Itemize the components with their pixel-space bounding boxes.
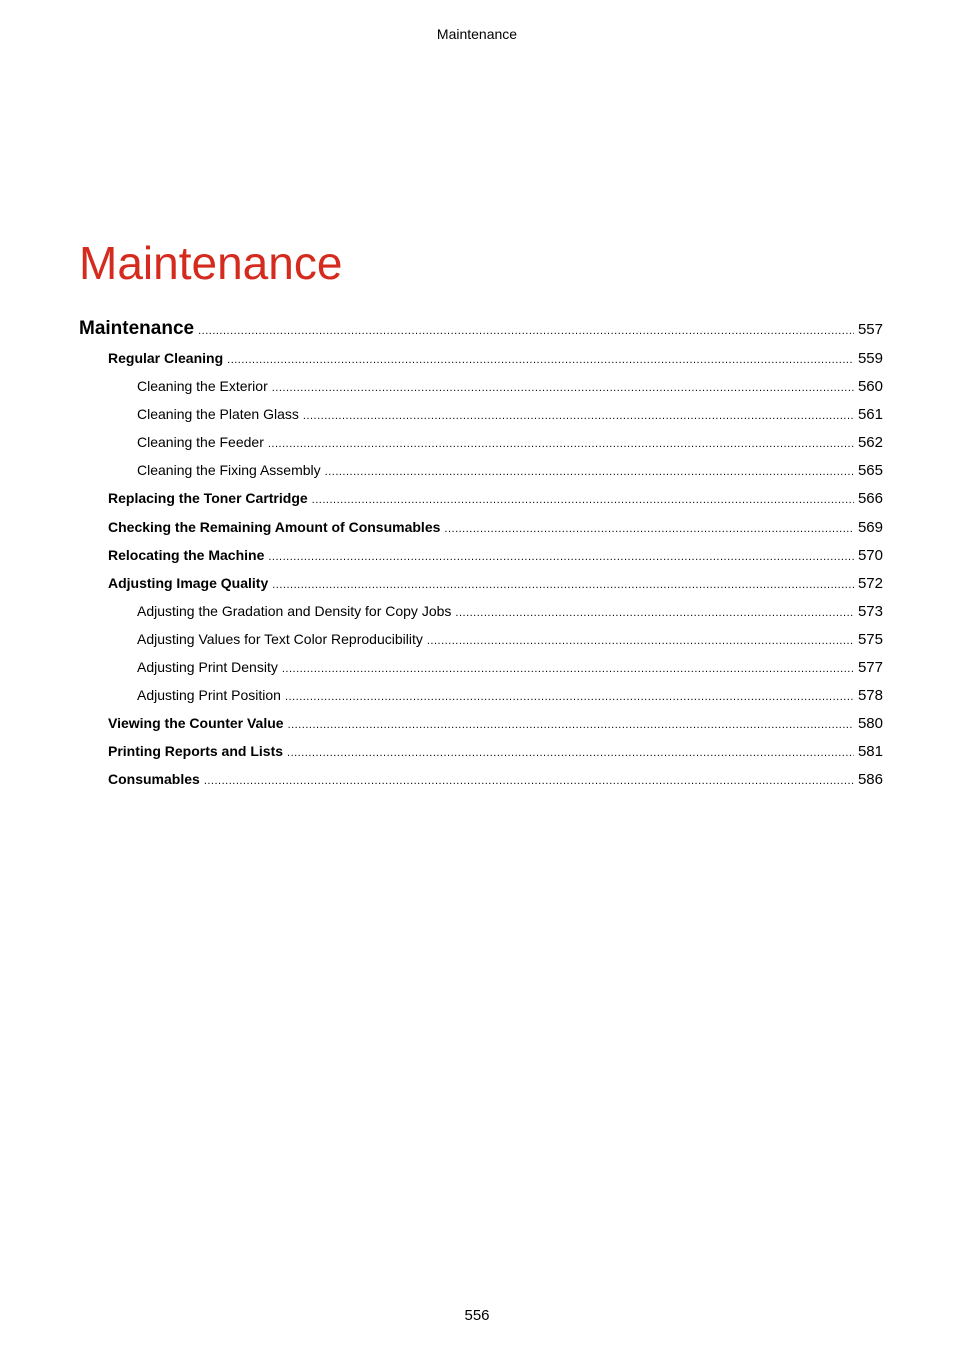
toc-dot-leader xyxy=(198,325,854,337)
toc-entry-label: Consumables xyxy=(108,771,200,787)
toc-entry-page: 560 xyxy=(857,378,883,395)
toc-dot-leader xyxy=(303,410,854,422)
toc-dot-leader xyxy=(285,691,854,703)
toc-entry-adjusting-text-color[interactable] xyxy=(0,631,883,657)
toc-dot-leader xyxy=(325,466,854,478)
toc-entry-cleaning-feeder[interactable] xyxy=(0,434,883,460)
toc-entry-page: 561 xyxy=(857,406,883,423)
page-number: 556 xyxy=(464,1307,490,1324)
toc-dot-leader xyxy=(455,607,854,619)
toc-entry-adjusting-gradation[interactable] xyxy=(0,603,883,629)
toc-entry-page: 566 xyxy=(857,490,883,507)
toc-dot-leader xyxy=(312,494,854,506)
toc-entry-maintenance[interactable] xyxy=(0,318,883,344)
toc-dot-leader xyxy=(272,382,854,394)
toc-entry-label: Cleaning the Platen Glass xyxy=(137,406,299,422)
toc-entry-page: 559 xyxy=(857,350,883,367)
toc-entry-label: Adjusting Image Quality xyxy=(108,575,269,591)
toc-entry-adjusting-print-position[interactable] xyxy=(0,687,883,713)
toc-entry-label: Adjusting the Gradation and Density for Copy Jobs xyxy=(137,603,452,619)
toc-entry-adjusting-image-quality[interactable] xyxy=(0,575,883,601)
toc-entry-viewing-counter[interactable] xyxy=(0,715,883,741)
toc-entry-regular-cleaning[interactable] xyxy=(0,350,883,376)
toc-entry-page: 578 xyxy=(857,687,883,704)
toc-entry-label: Maintenance xyxy=(79,318,195,339)
toc-dot-leader xyxy=(427,635,854,647)
toc-entry-label: Printing Reports and Lists xyxy=(108,743,284,759)
toc-entry-page: 572 xyxy=(857,575,883,592)
toc-dot-leader xyxy=(288,719,854,731)
toc-entry-label: Adjusting Print Density xyxy=(137,659,278,675)
toc-entry-replacing-toner[interactable] xyxy=(0,490,883,516)
toc-dot-leader xyxy=(287,747,854,759)
toc-entry-label: Cleaning the Exterior xyxy=(137,378,268,394)
toc-entry-label: Adjusting Print Position xyxy=(137,687,281,703)
toc-dot-leader xyxy=(272,579,854,591)
toc-dot-leader xyxy=(444,523,854,535)
toc-entry-page: 586 xyxy=(857,771,883,788)
toc-entry-checking-consumables[interactable] xyxy=(0,519,883,545)
toc-dot-leader xyxy=(282,663,854,675)
toc-entry-cleaning-exterior[interactable] xyxy=(0,378,883,404)
chapter-title: Maintenance xyxy=(79,237,343,289)
toc-dot-leader xyxy=(227,354,854,366)
toc-dot-leader xyxy=(268,551,854,563)
toc-entry-label: Replacing the Toner Cartridge xyxy=(108,490,308,506)
toc-entry-label: Viewing the Counter Value xyxy=(108,715,284,731)
toc-entry-label: Regular Cleaning xyxy=(108,350,224,366)
running-header: Maintenance xyxy=(436,26,518,42)
toc-entry-adjusting-print-density[interactable] xyxy=(0,659,883,685)
toc-entry-cleaning-platen-glass[interactable] xyxy=(0,406,883,432)
toc-dot-leader xyxy=(268,438,854,450)
toc-entry-page: 575 xyxy=(857,631,883,648)
toc-entry-label: Checking the Remaining Amount of Consumables xyxy=(108,519,441,535)
toc-entry-label: Cleaning the Feeder xyxy=(137,434,264,450)
toc-entry-page: 557 xyxy=(857,321,883,338)
toc-entry-page: 570 xyxy=(857,547,883,564)
toc-entry-relocating-machine[interactable] xyxy=(0,547,883,573)
toc-entry-page: 565 xyxy=(857,462,883,479)
toc-entry-printing-reports[interactable] xyxy=(0,743,883,769)
toc-entry-page: 580 xyxy=(857,715,883,732)
toc-entry-page: 573 xyxy=(857,603,883,620)
toc-entry-cleaning-fixing-assembly[interactable] xyxy=(0,462,883,488)
toc-dot-leader xyxy=(204,775,854,787)
toc-entry-page: 577 xyxy=(857,659,883,676)
toc-entry-consumables[interactable] xyxy=(0,771,883,797)
toc-entry-page: 581 xyxy=(857,743,883,760)
toc-entry-page: 562 xyxy=(857,434,883,451)
toc-entry-label: Cleaning the Fixing Assembly xyxy=(137,462,321,478)
toc-entry-label: Relocating the Machine xyxy=(108,547,265,563)
toc-entry-page: 569 xyxy=(857,519,883,536)
toc-entry-label: Adjusting Values for Text Color Reproducibility xyxy=(137,631,423,647)
